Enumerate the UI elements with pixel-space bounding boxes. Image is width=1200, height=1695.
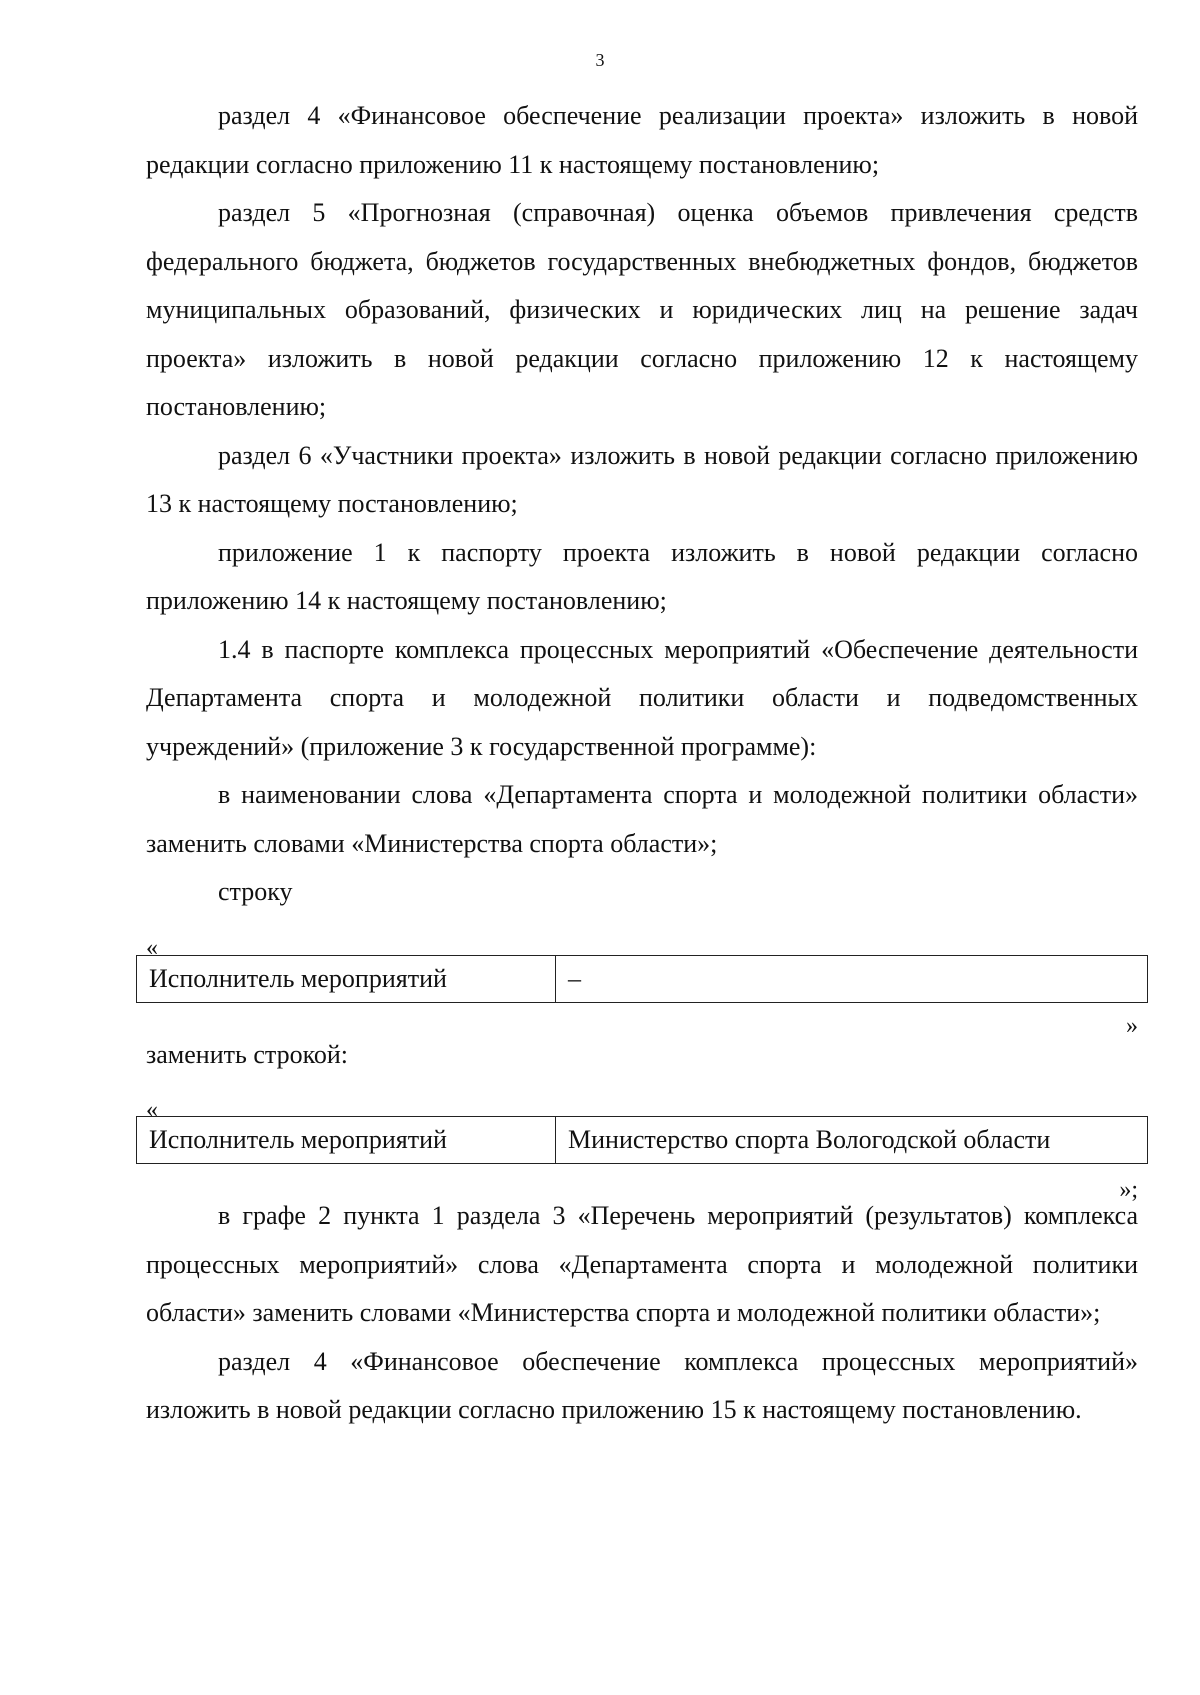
open-quote-table-2: «	[146, 1097, 158, 1123]
paragraph-section-6: раздел 6 «Участники проекта» изложить в новой редакции согласно приложению 13 к настоящему постановлению;	[146, 440, 1138, 518]
text-block-final	[146, 1192, 1138, 1435]
replace-row-label: заменить строкой:	[146, 1040, 349, 1069]
table-row	[137, 1117, 1148, 1164]
paragraph-section-4: раздел 4 «Финансовое обеспечение реализации проекта» изложить в новой редакции согласно приложению 11 к настоящему постановлению;	[146, 101, 1138, 179]
table-cell-value: Министерство спорта Вологодской области	[556, 1117, 1148, 1164]
paragraph-appendix-1: приложение 1 к паспорту проекта изложить в новой редакции согласно приложению 14 к настоящему постановлению;	[146, 537, 1138, 615]
paragraph-item-1-4: 1.4 в паспорте комплекса процессных мероприятий «Обеспечение деятельности Департамента спорта и молодежной политики области и подведомственных учреждений» (приложение 3 к государственной программе):	[146, 634, 1138, 761]
table-cell-value: –	[556, 956, 1148, 1003]
paragraph-section-4-financing: раздел 4 «Финансовое обеспечение комплекса процессных мероприятий» изложить в новой редакции согласно приложению 15 к настоящему постановлению.	[146, 1346, 1138, 1424]
paragraph-name-replacement: в наименовании слова «Департамента спорта и молодежной политики области» заменить словами «Министерства спорта области»;	[146, 780, 1138, 858]
table-row	[137, 956, 1148, 1003]
old-row-table	[136, 955, 1148, 1003]
new-row-table	[136, 1116, 1148, 1164]
text-block-amendments	[146, 92, 1138, 917]
paragraph-section-3-column-2: в графе 2 пункта 1 раздела 3 «Перечень мероприятий (результатов) комплекса процессных мероприятий» слова «Департамента спорта и молодежной политики области» заменить словами «Министерства спорта и молодежной политики области»;	[146, 1201, 1138, 1327]
paragraph-section-5: раздел 5 «Прогнозная (справочная) оценка объемов привлечения средств федерального бюджета, бюджетов государственных внебюджетных фондов, бюджетов муниципальных образований, физических и юридических лиц на решение задач проекта» изложить в новой редакции согласно приложению 12 к настоящему постановлению;	[146, 198, 1138, 421]
open-quote-table-1: «	[146, 935, 158, 961]
table-cell-label: Исполнитель мероприятий	[137, 956, 556, 1003]
page-number: 3	[595, 50, 605, 70]
table-cell-label: Исполнитель мероприятий	[137, 1117, 556, 1164]
close-quote-table-2: »;	[1119, 1177, 1138, 1203]
close-quote-table-1: »	[1126, 1013, 1138, 1039]
paragraph-row-label: строку	[218, 877, 293, 906]
